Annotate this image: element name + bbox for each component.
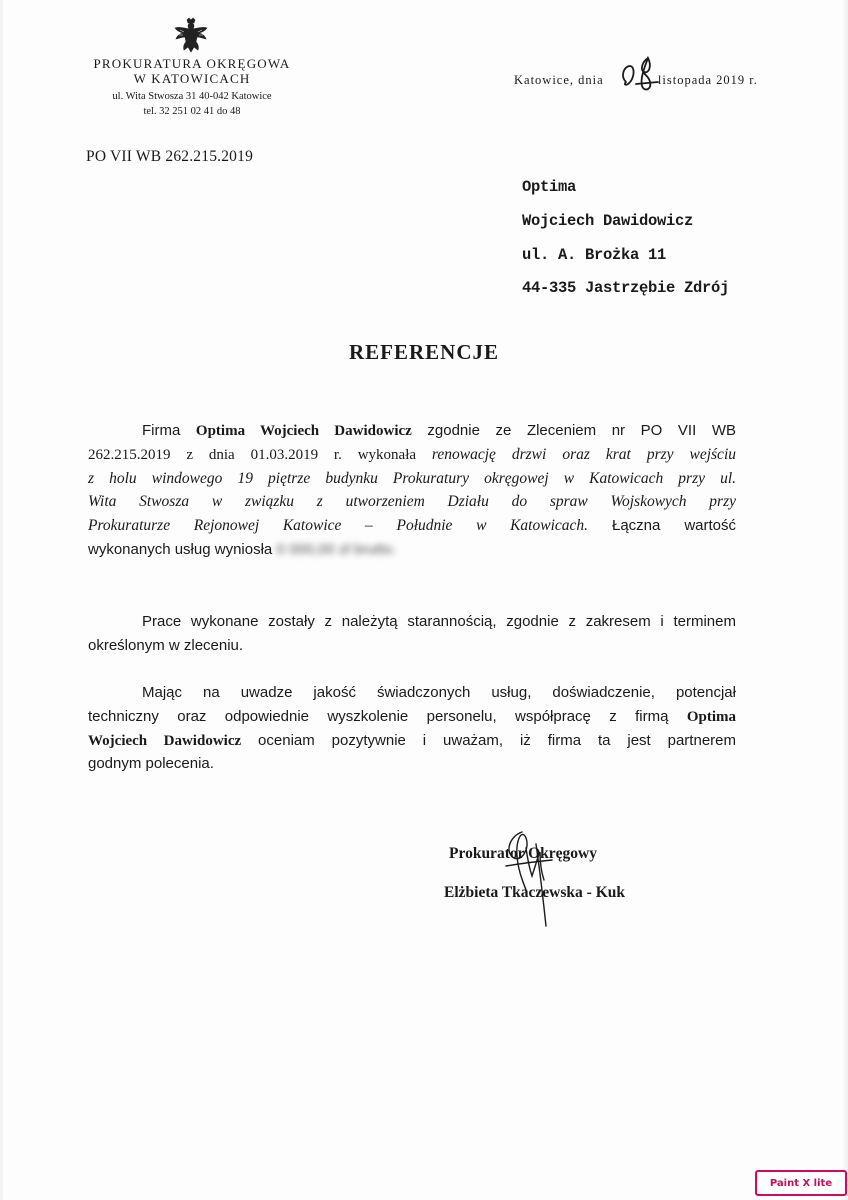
paragraph-1-line-2: 262.215.2019 z dnia 01.03.2019 r. wykonała renowację drzwi oraz krat przy wejściu [88,445,736,463]
paint-x-lite-watermark [755,1170,847,1196]
watermark-label: Paint X lite [769,1177,833,1189]
page-right-edge [842,0,848,1200]
institution-phone: tel. 32 251 02 41 do 48 [143,106,241,117]
polish-eagle-emblem-icon [171,16,211,56]
paragraph-3-line-3: Wojciech Dawidowicz oceniam pozytywnie i uważam, iż firma ta jest partnerem [88,731,736,749]
paragraph-1-line-5: Prokuraturze Rejonowej Katowice – Południe w Katowicach. Łączna wartość [88,517,736,535]
signatory-name: Elżbieta Tkaczewska - Kuk [444,884,625,901]
recipient-street: ul. A. Brożka 11 [522,246,667,264]
paragraph-3-line-2: techniczny oraz odpowiednie wyszkolenie personelu, współpracę z firmą Optima [88,707,736,725]
institution-address: ul. Wita Stwosza 31 40-042 Katowice [112,91,272,102]
paragraph-3-line-1: Mając na uwadze jakość świadczonych usług, doświadczenie, potencjał [142,684,736,701]
paragraph-2-line-2: określonym w zleceniu. [88,636,244,654]
page-left-edge [0,0,3,1200]
date-month-year: listopada 2019 r. [657,73,758,87]
handwritten-signature [492,818,562,930]
paragraph-1-line-6: wykonanych usług wyniosła 0 000,00 zł brutto. [88,538,736,562]
recipient-company: Optima [522,178,577,196]
paragraph-1 [88,419,736,562]
paragraph-1-line-3: z holu windowego 19 piętrze budynku Prokuratury okręgowej w Katowicach przy ul. [88,469,736,487]
paragraph-2 [88,610,736,658]
document-title: REFERENCJE [348,340,500,364]
recipient-city: 44-335 Jastrzębie Zdrój [522,279,730,297]
institution-name: PROKURATURA OKRĘGOWA [93,56,291,71]
paragraph-3-line-4: godnym polecenia. [88,755,214,773]
paragraph-1-line-1: Firma Optima Wojciech Dawidowicz zgodnie ze Zleceniem nr PO VII WB [142,422,736,439]
recipient-name: Wojciech Dawidowicz [522,212,694,230]
paragraph-1-line-4: Wita Stwosza w związku z utworzeniem Działu do spraw Wojskowych przy [88,493,736,511]
date-prefix: Katowice, dnia [514,73,604,87]
institution-city: W KATOWICACH [133,71,251,86]
reference-number: PO VII WB 262.215.2019 [86,148,254,165]
signatory-title: Prokurator Okręgowy [449,845,597,862]
redacted-amount: 0 000,00 zł brutto. [276,540,397,558]
paragraph-3 [88,681,736,776]
handwritten-day [618,52,662,96]
paragraph-2-line-1: Prace wykonane zostały z należytą starannością, zgodnie z zakresem i terminem [142,613,736,630]
